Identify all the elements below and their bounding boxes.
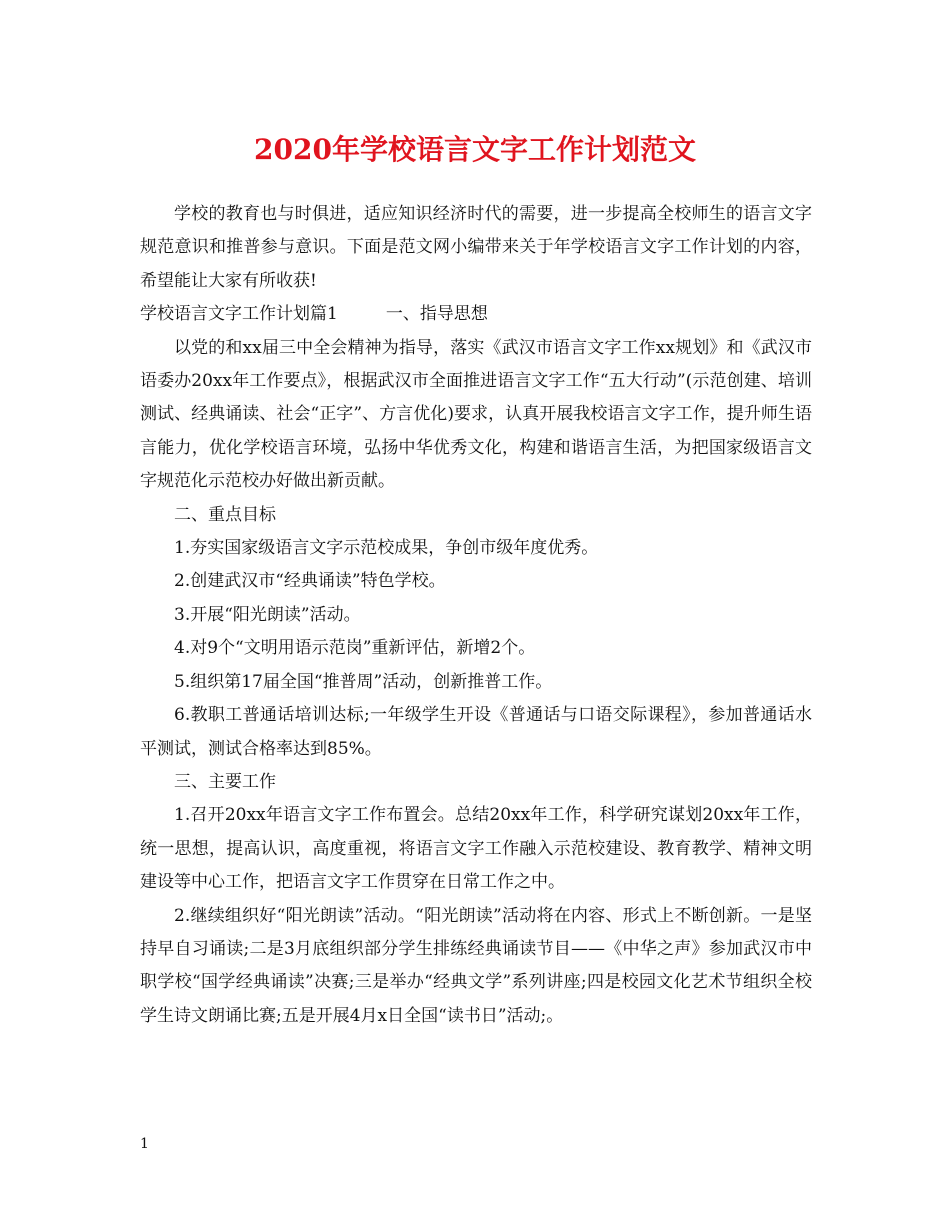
- plan-label: 学校语言文字工作计划篇1: [140, 304, 338, 325]
- work-item: 1.召开20xx年语言文字工作布置会。总结20xx年工作，科学研究谋划20xx年工作，统一思想，提高认识，高度重视，将语言文字工作融入示范校建设、教育教学、精神文明建设等中心工作，把语言文字工作贯穿在日常工作之中。: [140, 805, 812, 893]
- document-body: [140, 198, 812, 1033]
- intro-paragraph: 学校的教育也与时俱进，适应知识经济时代的需要，进一步提高全校师生的语言文字规范意识和推普参与意识。下面是范文网小编带来关于年学校语言文字工作计划的内容，希望能让大家有所收获!: [140, 204, 812, 291]
- guiding-paragraph: 以党的和xx届三中全会精神为指导，落实《武汉市语言文字工作xx规划》和《武汉市语委办20xx年工作要点》，根据武汉市全面推进语言文字工作“五大行动”(示范创建、培训测试、经典诵读、社会“正字”、方言优化)要求，认真开展我校语言文字工作，提升师生语言能力，优化学校语言环境，弘扬中华优秀文化，构建和谐语言生活，为把国家级语言文字规范化示范校办好做出新贡献。: [140, 337, 812, 492]
- goal-item: 4.对9个“文明用语示范岗”重新评估，新增2个。: [174, 638, 536, 659]
- goal-item: 2.创建武汉市“经典诵读”特色学校。: [174, 571, 446, 592]
- section-heading-goals: 二、重点目标: [174, 504, 276, 525]
- goal-item: 6.教职工普通话培训达标;一年级学生开设《普通话与口语交际课程》，参加普通话水平测试，测试合格率达到85%。: [140, 705, 812, 759]
- document-title: 2020年学校语言文字工作计划范文: [254, 133, 696, 166]
- section-heading-work: 三、主要工作: [174, 771, 276, 792]
- section-heading-guiding: 一、指导思想: [385, 304, 488, 325]
- goal-item: 1.夯实国家级语言文字示范校成果，争创市级年度优秀。: [174, 538, 599, 559]
- goal-item: 5.组织第17届全国“推普周”活动，创新推普工作。: [174, 671, 553, 692]
- work-item: 2.继续组织好“阳光朗读”活动。“阳光朗读”活动将在内容、形式上不断创新。一是坚持早自习诵读;二是3月底组织部分学生排练经典诵读节目——《中华之声》参加武汉市中职学校“国学经典诵读”决赛;三是举办“经典文学”系列讲座;四是校园文化艺术节组织全校学生诗文朗诵比赛;五是开展4月x日全国“读书日”活动;。: [140, 905, 812, 1026]
- page-number: 1: [140, 1136, 149, 1152]
- goal-item: 3.开展“阳光朗读”活动。: [174, 604, 361, 625]
- plan-heading-line: [140, 298, 812, 331]
